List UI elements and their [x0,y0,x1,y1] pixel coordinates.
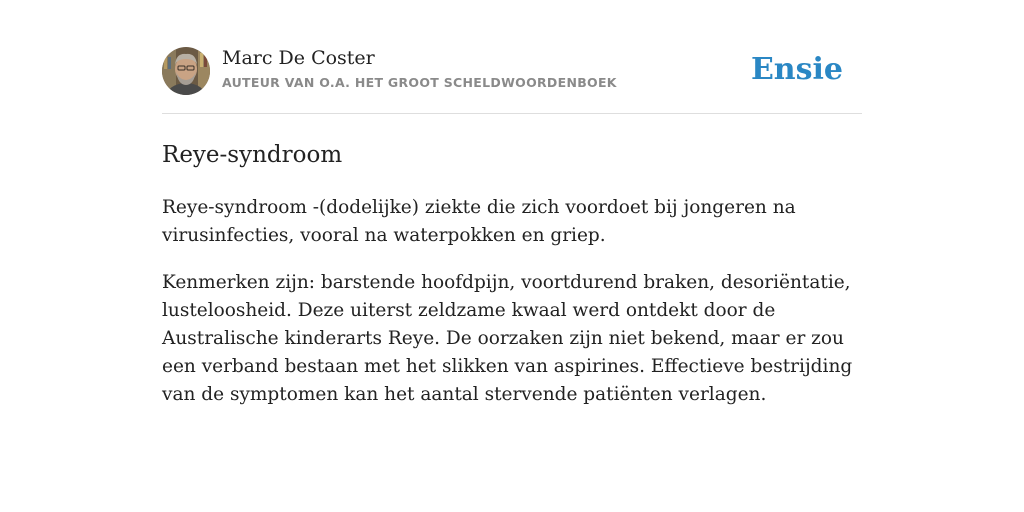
entry-paragraph: Kenmerken zijn: barstende hoofdpijn, voortdurend braken, desoriëntatie, lusteloosheid. Deze uiterst zeldzame kwaal werd ontdekt door de Australische kinderarts Reye. De oorzaken zijn niet bekend, maar er zou een verband bestaan met het slikken van aspirines. Effectieve bestrijding van de symptomen kan het aantal stervende patiënten verlagen. [162,272,853,405]
entry-paragraph: Reye-syndroom -(dodelijke) ziekte die zich voordoet bij jongeren na virusinfecties, vooral na waterpokken en griep. [162,197,796,246]
ensie-logo[interactable]: Ensie [750,52,843,87]
author-name[interactable]: Marc De Coster [222,47,375,69]
entry-title: Reye-syndroom [162,142,343,168]
author-photo-icon [162,47,210,95]
author-header [162,46,862,114]
author-avatar[interactable] [162,47,210,95]
author-subtitle: AUTEUR VAN O.A. HET GROOT SCHELDWOORDENBOEK [222,75,617,90]
entry-card [162,46,862,409]
